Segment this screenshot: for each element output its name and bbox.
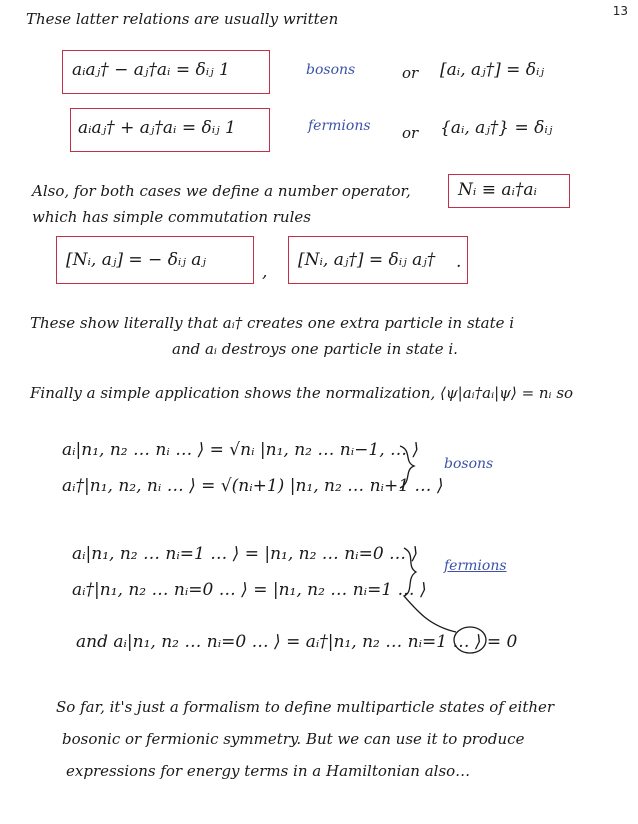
fermion-annihilation-eq: aᵢ|n₁, n₂ … nᵢ=1 … ⟩ = |n₁, n₂ … nᵢ=0 … ⟩ xyxy=(72,544,419,564)
fermion-anticommutator: {aᵢ, aⱼ†} = δᵢⱼ xyxy=(440,118,553,138)
boson-brace-icon xyxy=(400,446,414,488)
fermion-eq-label: fermions xyxy=(444,558,507,574)
bosons-label: bosons xyxy=(306,62,356,78)
closing-line-2: bosonic or fermionic symmetry. But we can use it to produce xyxy=(62,730,525,748)
intro-text: These latter relations are usually written xyxy=(26,10,339,28)
commutator-left: [Nᵢ, aⱼ] = − δᵢⱼ aⱼ xyxy=(66,250,206,270)
boson-annihilation-eq: aᵢ|n₁, n₂ … nᵢ … ⟩ = √nᵢ |n₁, n₂ … nᵢ−1, … ⟩ xyxy=(62,440,420,460)
number-op-definition: Nᵢ ≡ aᵢ†aᵢ xyxy=(458,180,537,200)
commutator-sep: , xyxy=(262,262,268,282)
show-text-1: These show literally that aᵢ† creates one extra particle in state i xyxy=(30,314,515,332)
commutator-end: . xyxy=(456,252,462,272)
fermion-creation-eq: aᵢ†|n₁, n₂ … nᵢ=0 … ⟩ = |n₁, n₂ … nᵢ=1 … ⟩ xyxy=(72,580,427,600)
show-text-2: and aᵢ destroys one particle in state i. xyxy=(172,340,458,358)
closing-line-1: So far, it's just a formalism to define multiparticle states of either xyxy=(56,698,555,716)
normalization-text: Finally a simple application shows the normalization, ⟨ψ|aᵢ†aᵢ|ψ⟩ = nᵢ so xyxy=(30,384,574,402)
commutator-right: [Nᵢ, aⱼ†] = δᵢⱼ aⱼ† xyxy=(298,250,436,270)
page-number: 13 xyxy=(612,4,628,18)
fermion-brace-icon xyxy=(404,548,456,632)
number-op-text-1: Also, for both cases we define a number operator, xyxy=(32,182,411,200)
fermion-zero-eq: and aᵢ|n₁, n₂ … nᵢ=0 … ⟩ = aᵢ†|n₁, n₂ … nᵢ=1 … ⟩ = 0 xyxy=(76,632,518,652)
or-text-1: or xyxy=(402,64,419,82)
fermions-label: fermions xyxy=(308,118,371,134)
fermion-relation: aᵢaⱼ† + aⱼ†aᵢ = δᵢⱼ 1 xyxy=(78,118,236,138)
boson-eq-label: bosons xyxy=(444,456,494,472)
or-text-2: or xyxy=(402,124,419,142)
boson-creation-eq: aᵢ†|n₁, n₂, nᵢ … ⟩ = √(nᵢ+1) |n₁, n₂ … nᵢ+1 … ⟩ xyxy=(62,476,444,496)
zero-circle-icon xyxy=(454,627,486,653)
closing-line-3: expressions for energy terms in a Hamiltonian also… xyxy=(66,762,471,780)
boson-commutator: [aᵢ, aⱼ†] = δᵢⱼ xyxy=(440,60,544,80)
boson-relation: aᵢaⱼ† − aⱼ†aᵢ = δᵢⱼ 1 xyxy=(72,60,230,80)
number-op-text-2: which has simple commutation rules xyxy=(32,208,311,226)
